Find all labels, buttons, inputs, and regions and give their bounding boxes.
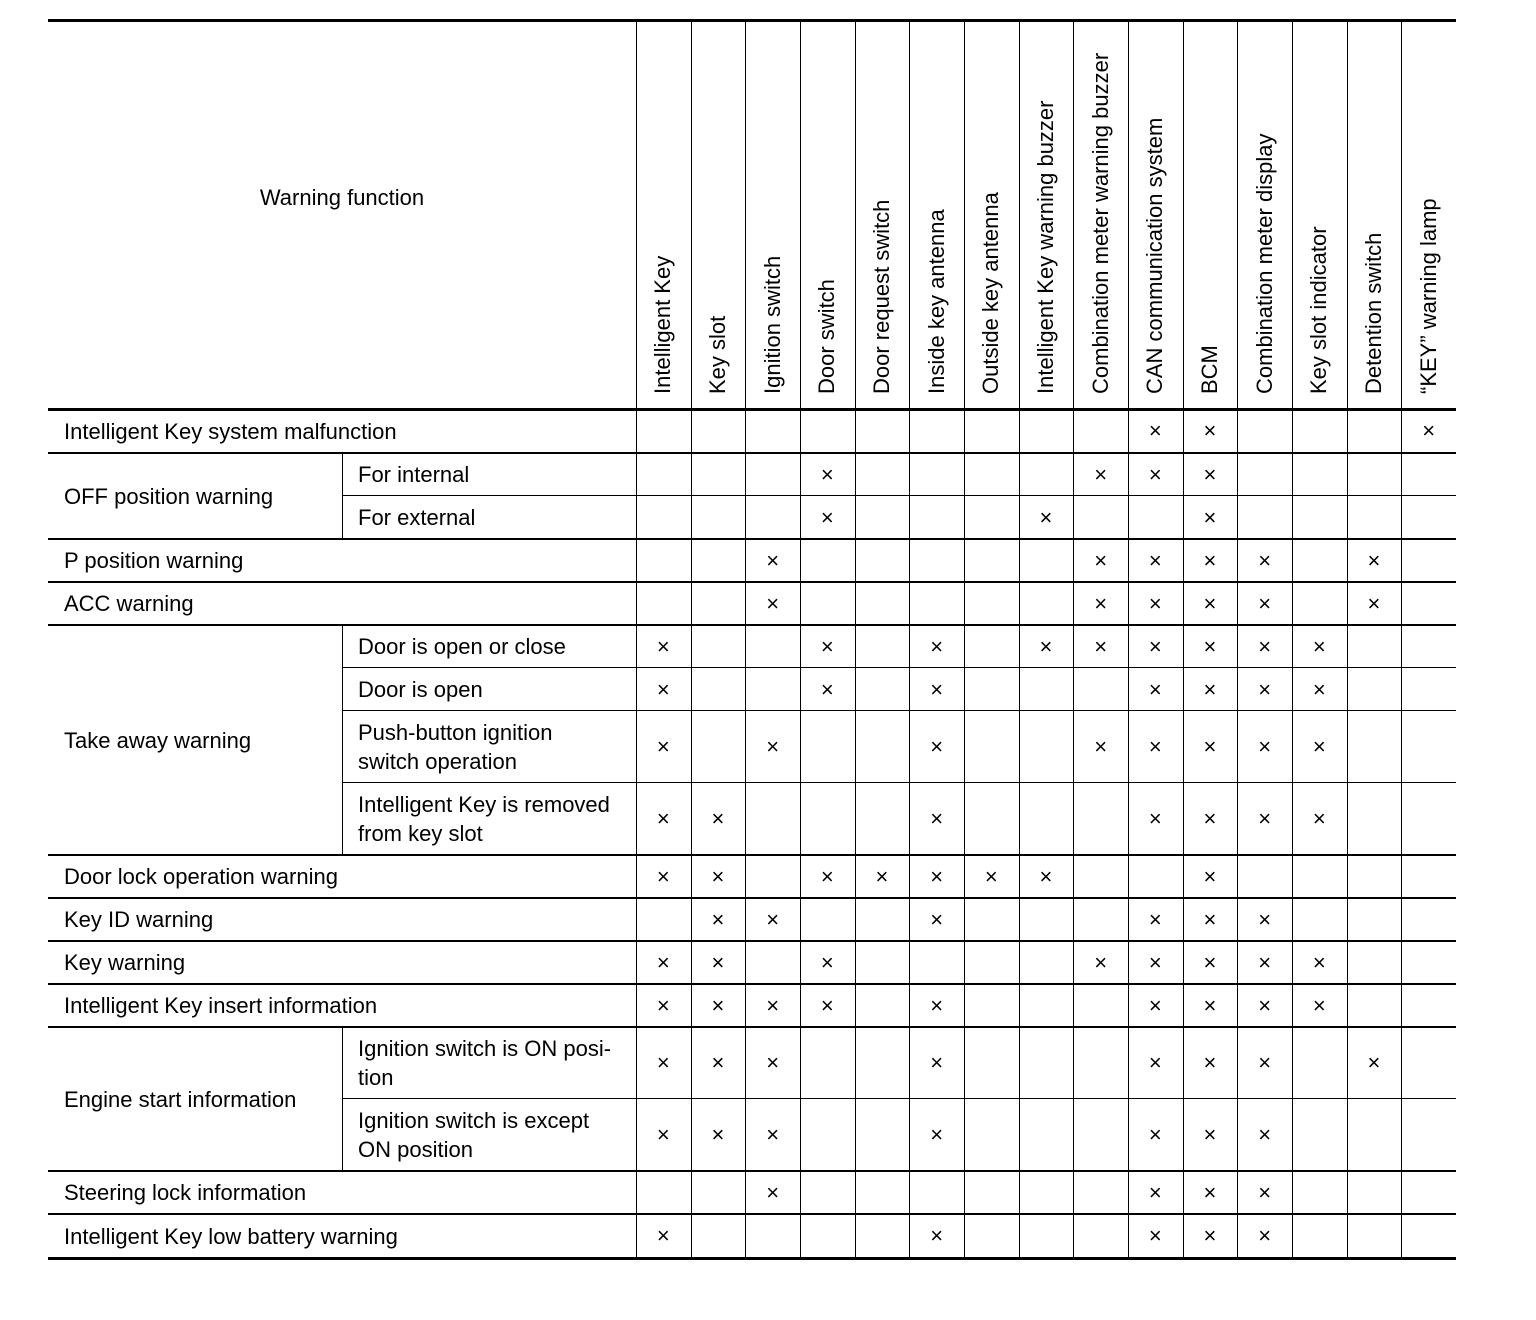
cell-mark: ×	[1258, 734, 1272, 759]
cell-mark: ×	[1258, 633, 1272, 659]
sub-row-label-line: tion	[358, 1065, 394, 1090]
cell-mark: ×	[1367, 590, 1381, 616]
sub-row-label	[358, 711, 636, 783]
cell-mark: ×	[930, 734, 944, 759]
sub-row-label-line: Ignition switch is ON posi-	[358, 1036, 612, 1061]
cell-mark: ×	[1203, 461, 1217, 487]
column-header: Door request switch	[869, 199, 894, 394]
cell-mark: ×	[930, 806, 944, 831]
cell-mark: ×	[1203, 1050, 1217, 1075]
cell-mark: ×	[1148, 906, 1162, 932]
cell-mark: ×	[1203, 992, 1217, 1018]
row-label	[64, 1214, 636, 1258]
cell-mark: ×	[656, 806, 670, 831]
cell-mark: ×	[766, 992, 780, 1018]
cell-mark: ×	[1148, 1122, 1162, 1147]
row-label-text: Door lock operation warning	[64, 864, 338, 889]
sub-row-label	[358, 496, 636, 539]
cell-mark: ×	[930, 863, 944, 889]
row-label	[64, 1027, 342, 1171]
cell-mark: ×	[930, 1050, 944, 1075]
cell-mark: ×	[656, 676, 670, 702]
row-label	[64, 539, 636, 582]
cell-mark: ×	[1148, 992, 1162, 1018]
cell-mark: ×	[1148, 806, 1162, 831]
cell-mark: ×	[766, 1122, 780, 1147]
cell-mark: ×	[1312, 806, 1326, 831]
cell-mark: ×	[1203, 734, 1217, 759]
cell-mark: ×	[1203, 633, 1217, 659]
cell-mark: ×	[1148, 418, 1162, 443]
row-label-text: Take away warning	[64, 727, 252, 753]
column-divider	[1183, 20, 1184, 1258]
column-divider	[1347, 20, 1348, 1258]
cell-mark: ×	[1312, 992, 1326, 1018]
cell-mark: ×	[1039, 504, 1053, 530]
column-divider	[745, 20, 746, 1258]
column-divider	[1237, 20, 1238, 1258]
column-header: Ignition switch	[759, 255, 785, 394]
cell-mark: ×	[1148, 949, 1162, 975]
row-label	[64, 898, 636, 941]
column-header: Detention switch	[1361, 232, 1386, 394]
sub-row-label-line: from key slot	[358, 821, 483, 846]
cell-mark: ×	[1203, 1179, 1217, 1205]
cell-mark: ×	[1148, 734, 1162, 759]
cell-mark: ×	[1148, 1050, 1162, 1075]
cell-mark: ×	[1203, 418, 1217, 443]
row-label-text: Intelligent Key low battery warning	[64, 1223, 398, 1249]
cell-mark: ×	[930, 676, 944, 702]
cell-mark: ×	[1148, 590, 1162, 616]
cell-mark: ×	[711, 806, 725, 831]
sub-row-label	[358, 625, 636, 668]
cell-mark: ×	[1148, 547, 1162, 573]
row-label	[64, 582, 636, 625]
cell-mark: ×	[1258, 806, 1272, 831]
row-label-text: Key warning	[64, 950, 186, 975]
column-divider	[909, 20, 910, 1258]
sub-row-label-line: ON position	[358, 1137, 473, 1162]
cell-mark: ×	[1258, 906, 1272, 932]
column-divider	[1128, 20, 1129, 1258]
cell-mark: ×	[1258, 1179, 1272, 1205]
cell-mark: ×	[1203, 676, 1217, 702]
cell-mark: ×	[1367, 1050, 1381, 1075]
row-label-text: P position warning	[64, 548, 244, 573]
cell-mark: ×	[1258, 1050, 1272, 1075]
row-label	[64, 984, 636, 1027]
cell-mark: ×	[1312, 949, 1326, 975]
cell-mark: ×	[1203, 504, 1217, 530]
sub-row-label-line: For internal	[358, 462, 470, 487]
row-label-text: Engine start information	[64, 1086, 297, 1112]
cell-mark: ×	[820, 863, 834, 889]
column-divider	[800, 20, 801, 1258]
cell-mark: ×	[1148, 676, 1162, 702]
sub-row-label	[358, 1027, 636, 1099]
cell-mark: ×	[820, 676, 834, 702]
cell-mark: ×	[656, 633, 670, 659]
cell-mark: ×	[766, 590, 780, 616]
cell-mark: ×	[1039, 863, 1053, 889]
table-top-rule	[48, 19, 1456, 22]
cell-mark: ×	[711, 906, 725, 932]
column-header: Door switch	[814, 279, 840, 394]
row-label-text: Intelligent Key system malfunction	[64, 418, 397, 444]
cell-mark: ×	[711, 863, 725, 889]
column-header: Key slot	[705, 315, 730, 394]
sub-row-label-line: Door is open or close	[358, 634, 566, 659]
column-header: “KEY” warning lamp	[1415, 198, 1441, 394]
cell-mark: ×	[1203, 1122, 1217, 1147]
sub-row-label	[358, 668, 636, 711]
table-bottom-rule	[48, 1257, 1456, 1260]
cell-mark: ×	[1258, 590, 1272, 616]
cell-mark: ×	[1258, 547, 1272, 573]
cell-mark: ×	[1312, 633, 1326, 659]
cell-mark: ×	[766, 1179, 780, 1205]
header-warning-function: Warning function	[259, 185, 425, 210]
row-label-text: Key ID warning	[64, 907, 214, 932]
cell-mark: ×	[1148, 1223, 1162, 1248]
sub-row-label	[358, 1099, 636, 1171]
row-label-text: Intelligent Key insert information	[64, 993, 378, 1018]
cell-mark: ×	[1094, 590, 1108, 616]
cell-mark: ×	[1094, 547, 1108, 573]
cell-mark: ×	[656, 1223, 670, 1248]
cell-mark: ×	[930, 1223, 944, 1248]
column-divider	[1073, 20, 1074, 1258]
cell-mark: ×	[711, 1050, 725, 1075]
cell-mark: ×	[656, 863, 670, 889]
sub-divider	[342, 453, 343, 539]
sub-row-label-line: switch operation	[358, 749, 517, 774]
cell-mark: ×	[1094, 734, 1108, 759]
cell-mark: ×	[1258, 1122, 1272, 1147]
column-header: Inside key antenna	[923, 209, 949, 394]
sub-row-label-line: For external	[358, 505, 476, 530]
column-header: Intelligent Key warning buzzer	[1033, 100, 1058, 394]
column-header: Combination meter warning buzzer	[1087, 52, 1113, 394]
cell-mark: ×	[1094, 633, 1108, 659]
column-header: Key slot indicator	[1306, 226, 1332, 394]
cell-mark: ×	[1148, 633, 1162, 659]
column-header: Combination meter display	[1251, 133, 1277, 394]
cell-mark: ×	[820, 461, 834, 487]
column-header: Intelligent Key	[650, 255, 676, 394]
cell-mark: ×	[656, 992, 670, 1018]
row-label-text: OFF position warning	[64, 483, 274, 509]
row-label-text: Steering lock information	[64, 1180, 307, 1205]
cell-mark: ×	[656, 1050, 670, 1075]
column-divider	[1401, 20, 1402, 1258]
column-divider	[855, 20, 856, 1258]
row-label	[64, 625, 342, 855]
cell-mark: ×	[711, 949, 725, 975]
cell-mark: ×	[766, 734, 780, 759]
cell-mark: ×	[1039, 633, 1053, 659]
cell-mark: ×	[711, 1122, 725, 1147]
cell-mark: ×	[1094, 949, 1108, 975]
sub-row-label-line: Door is open	[358, 677, 483, 702]
cell-mark: ×	[1203, 863, 1217, 889]
column-divider	[691, 20, 692, 1258]
cell-mark: ×	[1148, 461, 1162, 487]
sub-row-label	[358, 453, 636, 496]
column-divider	[636, 20, 637, 1258]
row-label	[64, 855, 636, 898]
cell-mark: ×	[1258, 992, 1272, 1018]
cell-mark: ×	[1312, 734, 1326, 759]
cell-mark: ×	[766, 906, 780, 932]
cell-mark: ×	[656, 1122, 670, 1147]
sub-row-label-line: Push-button ignition	[358, 720, 553, 745]
cell-mark: ×	[820, 633, 834, 659]
cell-mark: ×	[1203, 949, 1217, 975]
cell-mark: ×	[930, 992, 944, 1018]
cell-mark: ×	[1258, 1223, 1272, 1248]
cell-mark: ×	[984, 863, 998, 889]
sub-divider	[342, 625, 343, 855]
cell-mark: ×	[1203, 590, 1217, 616]
row-label	[64, 453, 342, 539]
cell-mark: ×	[820, 949, 834, 975]
cell-mark: ×	[1258, 676, 1272, 702]
sub-row-label-line: Ignition switch is except	[358, 1108, 590, 1133]
cell-mark: ×	[1312, 676, 1326, 702]
cell-mark: ×	[1258, 949, 1272, 975]
column-header: CAN communication system	[1142, 117, 1168, 394]
cell-mark: ×	[766, 1050, 780, 1075]
cell-mark: ×	[1203, 1223, 1217, 1248]
cell-mark: ×	[820, 992, 834, 1018]
cell-mark: ×	[930, 633, 944, 659]
row-label	[64, 1171, 636, 1214]
cell-mark: ×	[1094, 461, 1108, 487]
cell-mark: ×	[1203, 906, 1217, 932]
cell-mark: ×	[656, 734, 670, 759]
cell-mark: ×	[820, 504, 834, 530]
cell-mark: ×	[766, 547, 780, 573]
sub-row-label-line: Intelligent Key is removed	[358, 792, 610, 817]
row-label	[64, 941, 636, 984]
column-header: BCM	[1197, 345, 1222, 394]
cell-mark: ×	[1148, 1179, 1162, 1205]
cell-mark: ×	[711, 992, 725, 1018]
row-label-text: ACC warning	[64, 591, 194, 616]
cell-mark: ×	[930, 906, 944, 932]
sub-row-label	[358, 783, 636, 855]
row-label	[64, 409, 636, 453]
cell-mark: ×	[930, 1122, 944, 1147]
cell-mark: ×	[656, 949, 670, 975]
cell-mark: ×	[1367, 547, 1381, 573]
cell-mark: ×	[1203, 806, 1217, 831]
column-divider	[1292, 20, 1293, 1258]
column-divider	[964, 20, 965, 1258]
cell-mark: ×	[875, 863, 889, 889]
column-header: Outside key antenna	[978, 192, 1004, 394]
column-divider	[1019, 20, 1020, 1258]
cell-mark: ×	[1203, 547, 1217, 573]
cell-mark: ×	[1422, 418, 1436, 443]
sub-divider	[342, 1027, 343, 1171]
